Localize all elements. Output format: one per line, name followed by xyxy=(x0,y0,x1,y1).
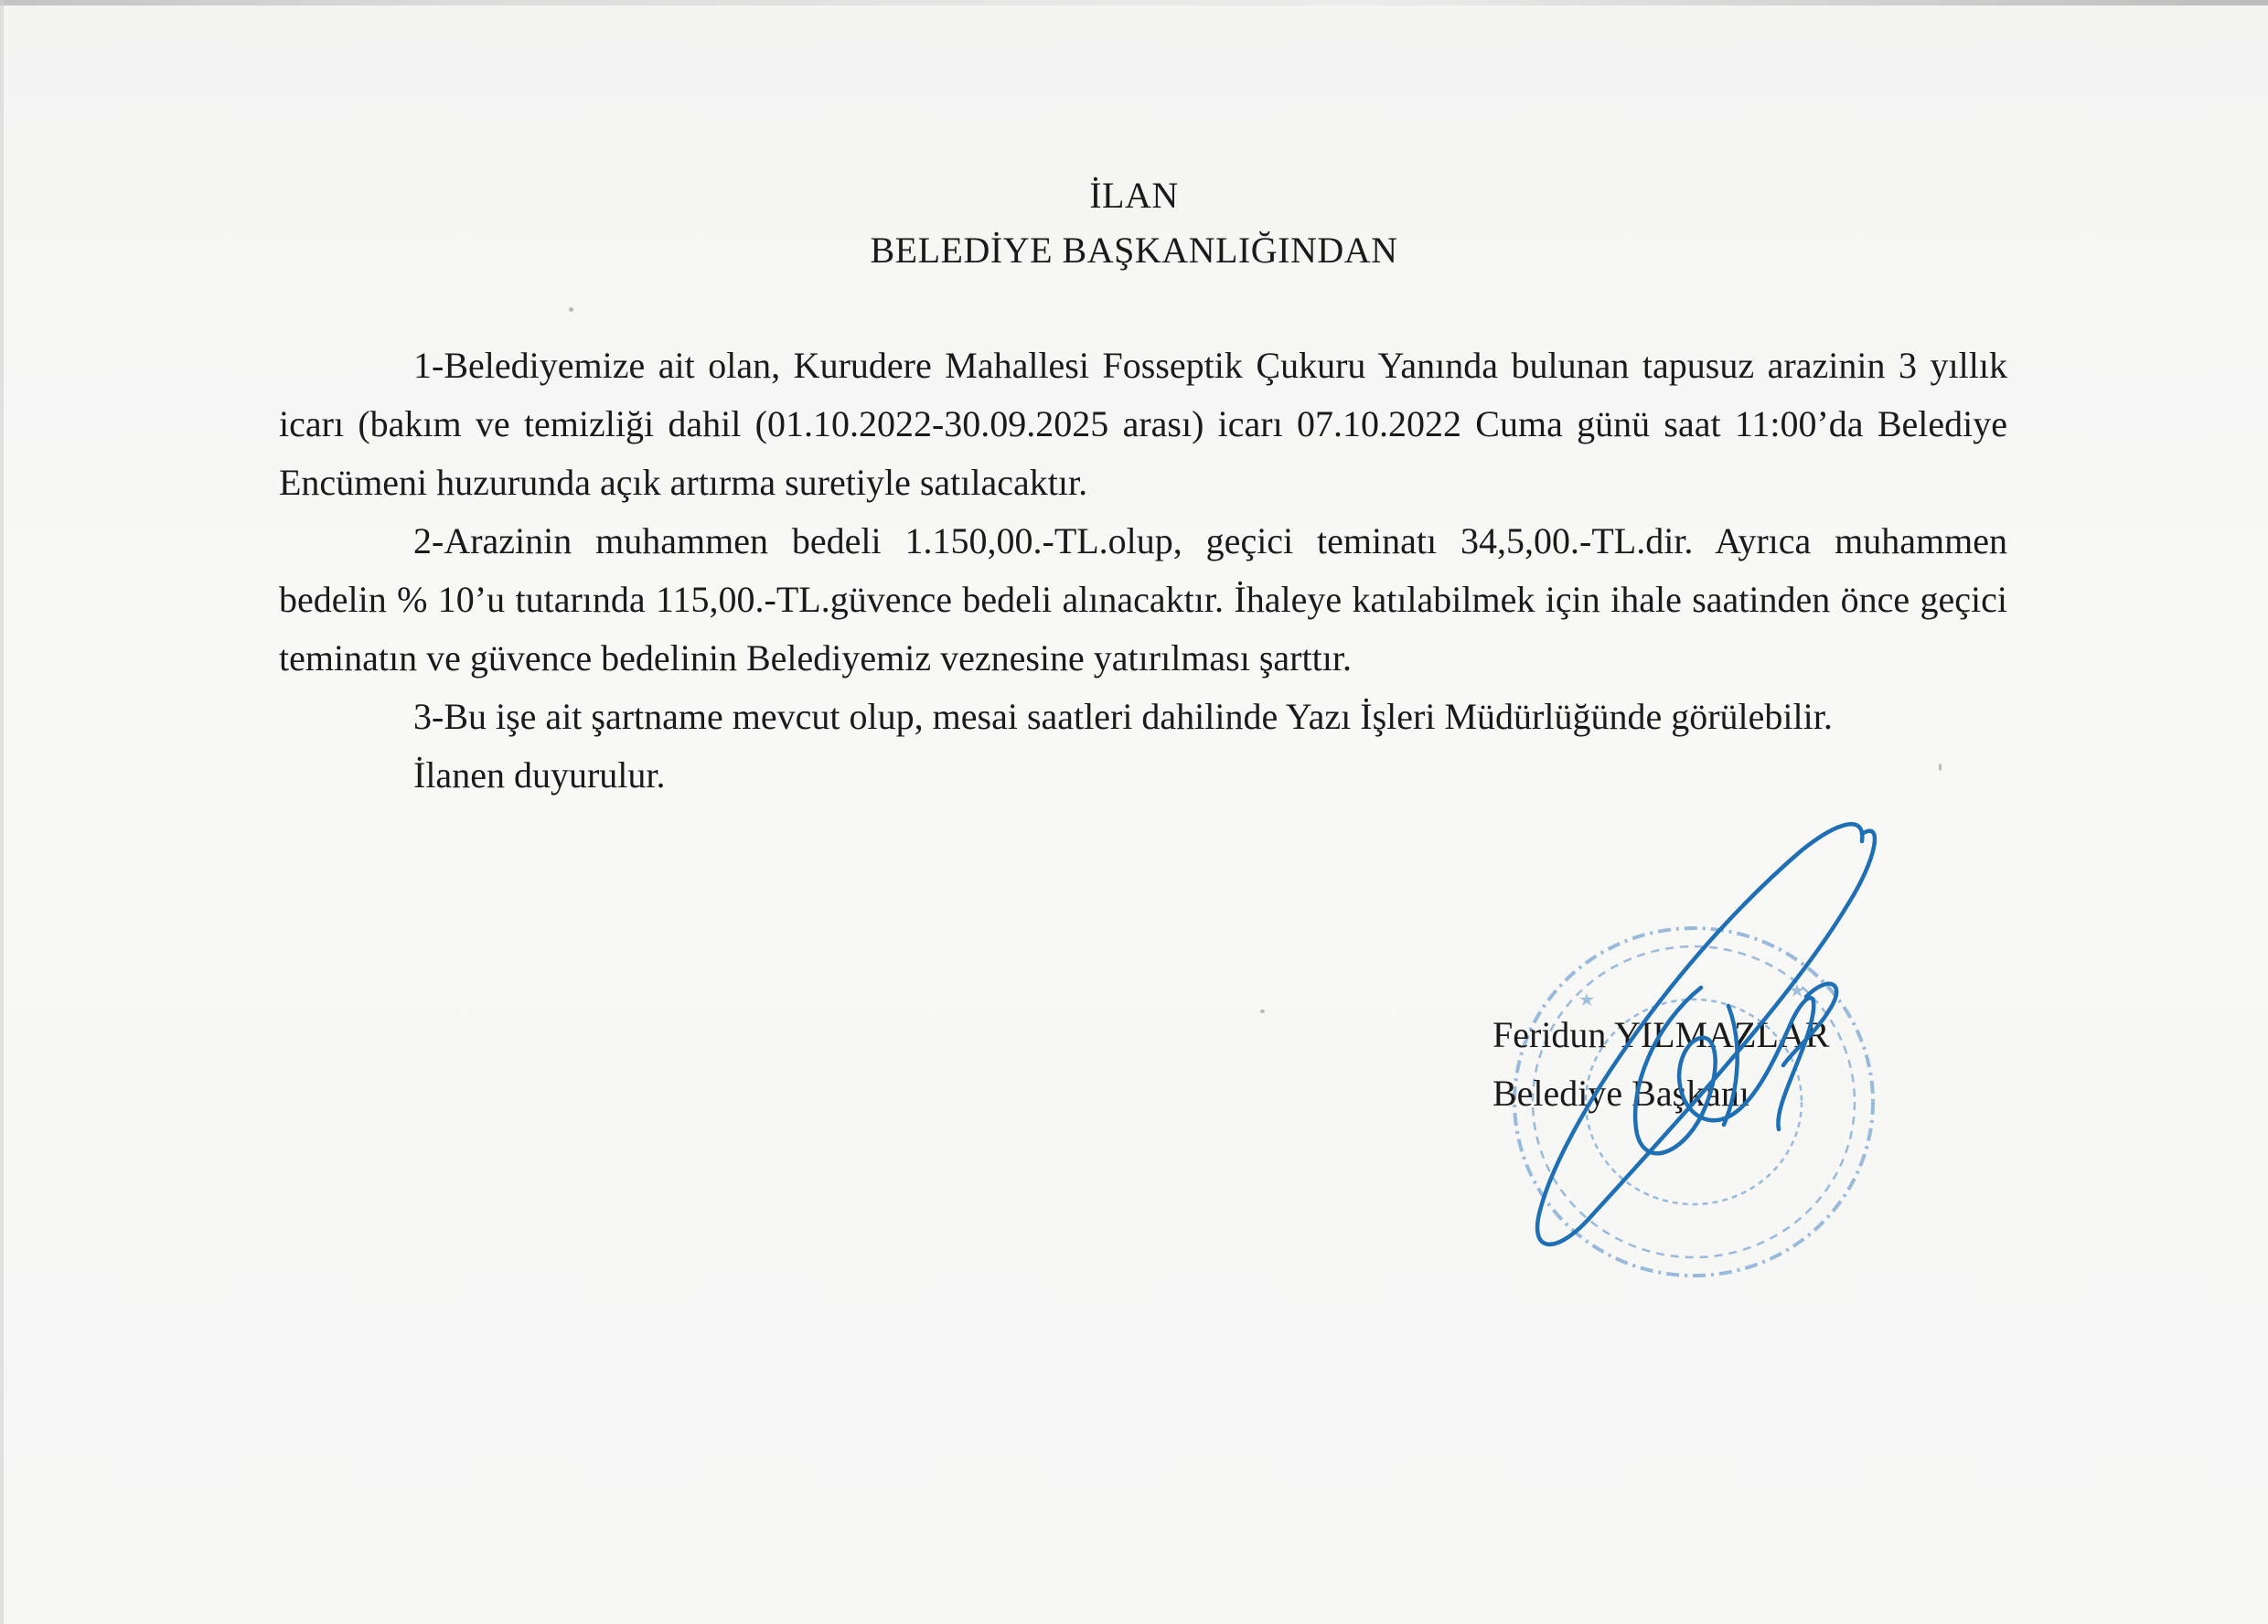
scan-speck xyxy=(1939,764,1942,771)
paragraph-1: 1-Belediyemize ait olan, Kurudere Mahallesi Fosseptik Çukuru Yanında bulunan tapusuz arazinin 3 yıllık icarı (bakım ve temizliği dahil (01.10.2022-30.09.2025 arası) icarı 07.10.2022 Cuma günü saat 11:00’da Belediye Encümeni huzurunda açık artırma suretiyle satılacaktır. xyxy=(279,345,2007,503)
document-subtitle: BELEDİYE BAŞKANLIĞINDAN xyxy=(870,230,1398,271)
closing-line: İlanen duyurulur. xyxy=(413,754,666,796)
document-title: İLAN xyxy=(1089,175,1179,216)
paragraph-2: 2-Arazinin muhammen bedeli 1.150,00.-TL.olup, geçici teminatı 34,5,00.-TL.dir. Ayrıca muhammen bedelin % 10’u tutarında 115,00.-TL.güvence bedeli alınacaktır. İhaleye katılabilmek için ihale saatinden önce geçici teminatın ve güvence bedelinin Belediyemiz veznesine yatırılması şarttır. xyxy=(279,520,2007,678)
announcement-body xyxy=(279,337,2007,805)
signatory-title: Belediye Başkanı xyxy=(1492,1073,1750,1114)
signatory-name: Feridun YILMAZLAR xyxy=(1492,1014,1830,1055)
paragraph-3: 3-Bu işe ait şartname mevcut olup, mesai saatleri dahilinde Yazı İşleri Müdürlüğünde görülebilir. xyxy=(413,696,1833,737)
scan-speck xyxy=(569,307,573,312)
scan-speck xyxy=(1260,1010,1265,1013)
scan-top-edge xyxy=(0,0,2268,5)
signature-block xyxy=(1492,1006,1829,1123)
